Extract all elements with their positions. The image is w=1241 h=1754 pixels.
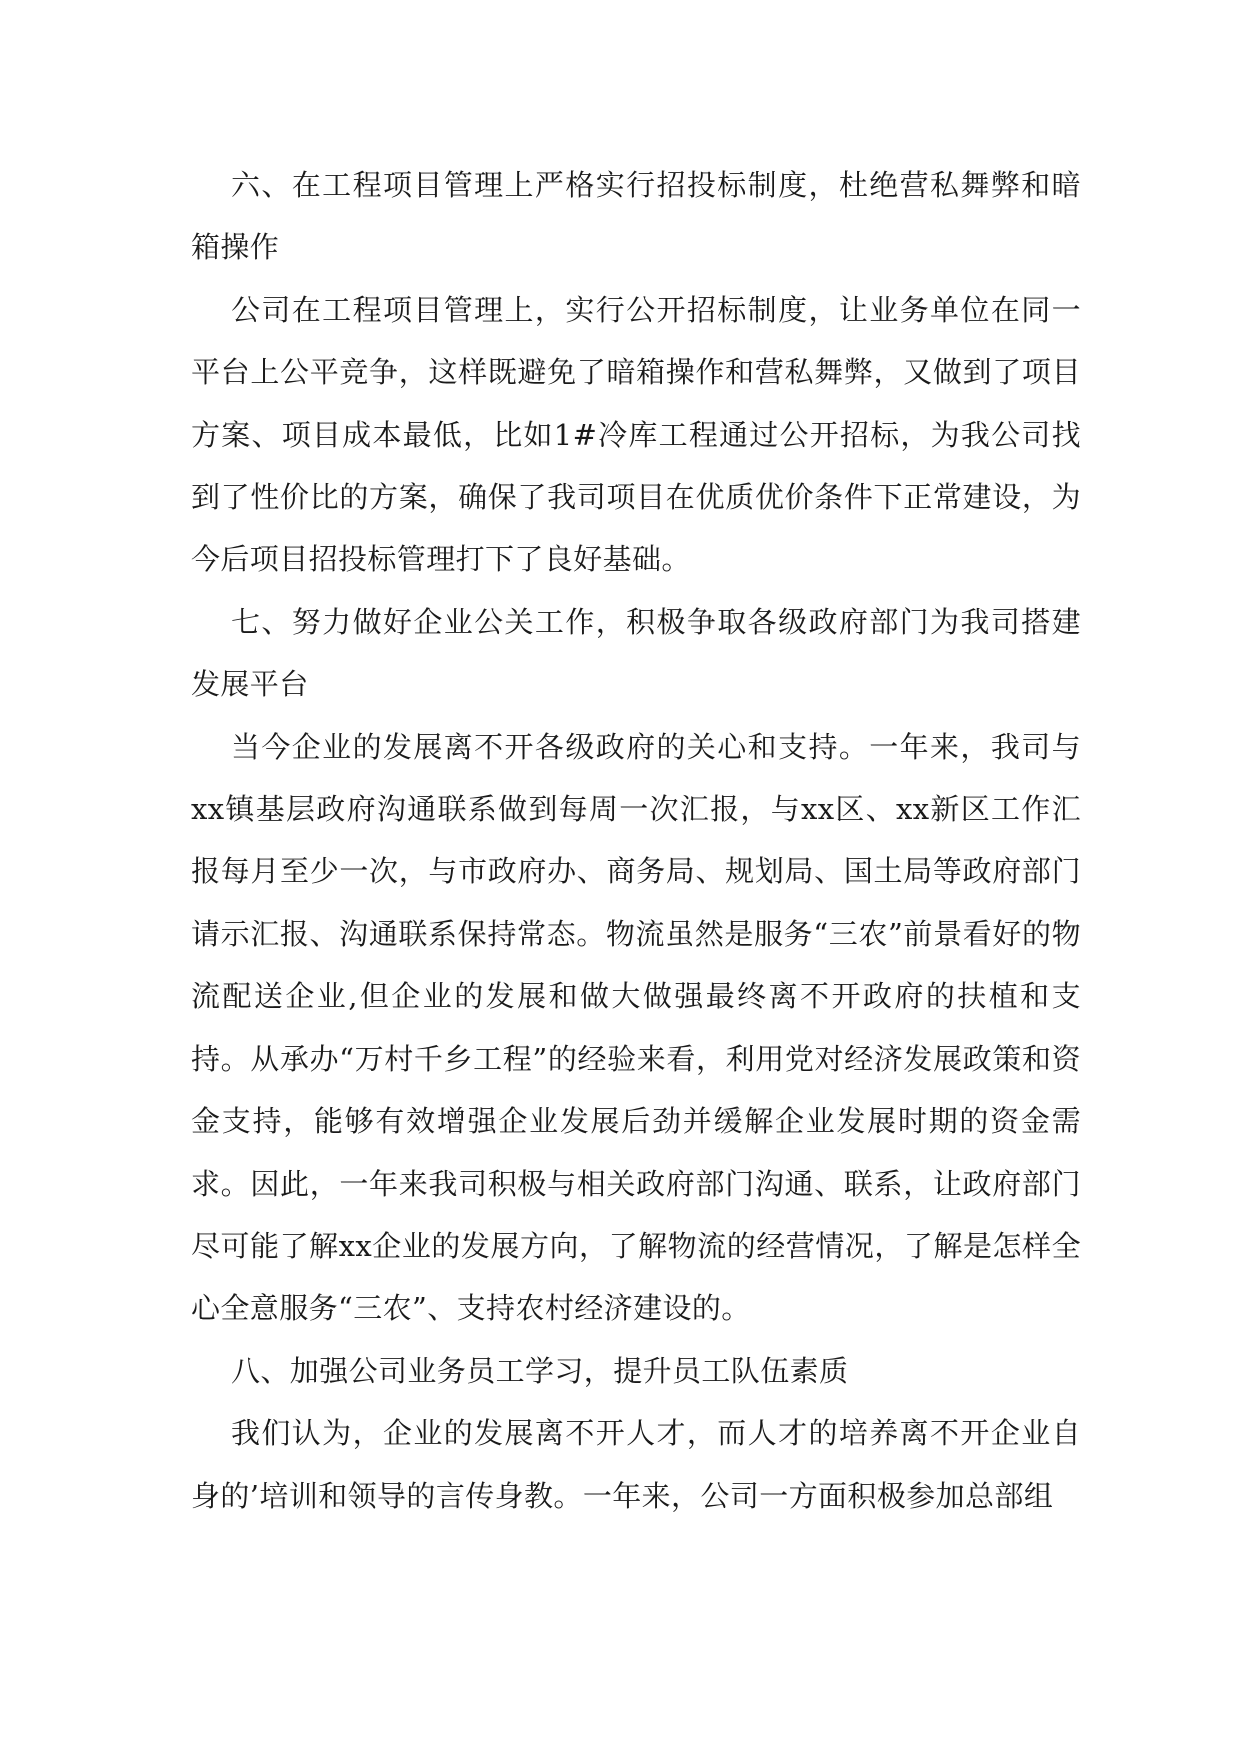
section-heading-7: 七、努力做好企业公关工作，积极争取各级政府部门为我司搭建发展平台	[191, 604, 1081, 702]
document-body	[191, 154, 1081, 1527]
paragraph-7-body: 当今企业的发展离不开各级政府的关心和支持。一年来，我司与xx镇基层政府沟通联系做到每周一次汇报，与xx区、xx新区工作汇报每月至少一次，与市政府办、商务局、规划局、国土局等政府部门请示汇报、沟通联系保持常态。物流虽然是服务“三农”前景看好的物流配送企业,但企业的发展和做大做强最终离不开政府的扶植和支持。从承办“万村千乡工程”的经验来看，利用党对经济发展政策和资金支持，能够有效增强企业发展后劲并缓解企业发展时期的资金需求。因此，一年来我司积极与相关政府部门沟通、联系，让政府部门尽可能了解xx企业的发展方向，了解物流的经营情况，了解是怎样全心全意服务“三农”、支持农村经济建设的。	[191, 729, 1081, 1326]
section-heading-6: 六、在工程项目管理上严格实行招投标制度，杜绝营私舞弊和暗箱操作	[191, 168, 1081, 265]
paragraph-8-body: 我们认为，企业的发展离不开人才，而人才的培养离不开企业自身的’培训和领导的言传身教。一年来，公司一方面积极参加总部组	[191, 1416, 1081, 1513]
section-heading-8: 八、加强公司业务员工学习，提升员工队伍素质	[231, 1353, 849, 1388]
paragraph-6-body: 公司在工程项目管理上，实行公开招标制度，让业务单位在同一平台上公平竞争，这样既避免了暗箱操作和营私舞弊，又做到了项目方案、项目成本最低，比如1#冷库工程通过公开招标，为我公司找到了性价比的方案，确保了我司项目在优质优价条件下正常建设，为今后项目招投标管理打下了良好基础。	[191, 292, 1081, 577]
